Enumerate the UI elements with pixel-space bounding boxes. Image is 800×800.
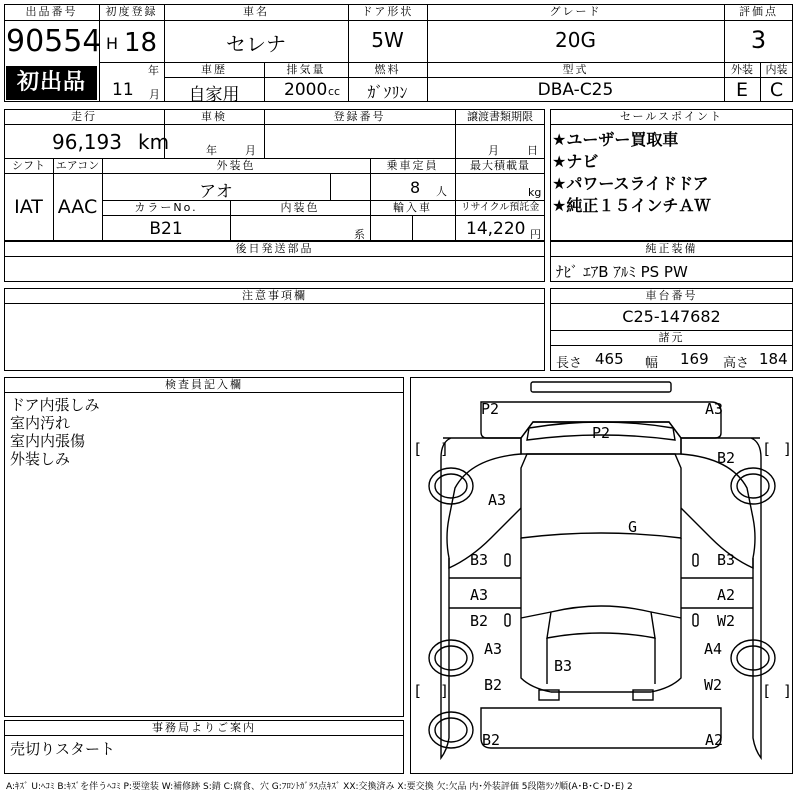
door-type-label: ドア形状	[361, 5, 414, 18]
later-parts-label: 後日発送部品	[235, 242, 314, 255]
air-conditioner-label: エアコン	[55, 159, 100, 172]
exterior-color-label: 外装色	[216, 159, 256, 172]
lot-number-label: 出品番号	[25, 5, 78, 18]
sales-point-3: ★パワースライドドア	[552, 174, 709, 193]
height-label: 高さ	[723, 356, 750, 371]
capacity: 8	[410, 178, 421, 197]
damage-mark: W2	[704, 676, 723, 694]
fuel-label: 燃料	[374, 63, 401, 76]
color-number: B21	[149, 219, 183, 239]
capacity-unit: 人	[436, 185, 447, 198]
equipment: ﾅﾋﾞ ｴｱB ｱﾙﾐ PS PW	[556, 263, 688, 281]
bracket: [	[413, 440, 423, 458]
damage-mark: A2	[717, 586, 736, 604]
first-listing-badge: 初出品	[6, 66, 97, 100]
color-number-label: カラーNo.	[134, 201, 198, 214]
air-conditioner: AAC	[57, 196, 98, 218]
grade-label: グレード	[549, 5, 602, 18]
exterior-grade-label: 外装	[731, 63, 753, 76]
capacity-label: 乗車定員	[386, 159, 439, 172]
vehicle-history: 自家用	[188, 85, 240, 105]
bracket: ]	[440, 440, 450, 458]
legend: A:ｷｽﾞ U:ﾍｺﾐ B:ｷｽﾞを伴うﾍｺﾐ P:要塗装 W:補修跡 S:錆 C:腐食、穴 G:ﾌﾛﾝﾄｶﾞﾗｽ点ｷｽﾞ XX:交換済み X:要交換 欠:欠品 内･外装評価 5段階ﾗﾝｸ順(A･B･C･D･E) 2	[6, 782, 633, 792]
chassis-number-label: 車台番号	[645, 289, 698, 302]
length: 465	[595, 350, 624, 368]
lot-number: 90554	[6, 24, 102, 59]
damage-mark: A2	[705, 731, 724, 749]
car-name-label: 車名	[243, 5, 269, 18]
interior-color-unit: 系	[354, 228, 365, 241]
registration-year: 18	[124, 28, 158, 58]
mileage-label: 走行	[71, 110, 97, 123]
inspector-remark-4: 外装しみ	[10, 450, 71, 468]
office-label: 事務局よりご案内	[152, 721, 256, 734]
sales-point-1: ★ユーザー買取車	[552, 130, 679, 149]
load-unit: kg	[528, 186, 542, 199]
length-label: 長さ	[556, 356, 583, 371]
sales-point-2: ★ナビ	[552, 152, 599, 171]
registration-month: 11	[112, 80, 134, 100]
bracket: ]	[440, 682, 450, 700]
inspector-remark-2: 室内汚れ	[10, 414, 71, 432]
exterior-grade: E	[735, 79, 748, 101]
shift-label: シフト	[12, 159, 45, 172]
notes-label: 注意事項欄	[242, 289, 307, 302]
damage-mark: A3	[470, 586, 489, 604]
damage-mark: P2	[592, 424, 611, 442]
damage-mark: B2	[484, 676, 503, 694]
shift: IAT	[14, 196, 43, 218]
transfer-day-unit: 日	[527, 144, 538, 157]
model-label: 型式	[562, 63, 589, 76]
month-unit: 月	[149, 88, 160, 101]
year-unit: 年	[148, 64, 159, 77]
damage-mark: B3	[470, 551, 489, 569]
model-code: DBA-C25	[537, 80, 614, 100]
registration-number-label: 登録番号	[333, 110, 386, 123]
car-name: セレナ	[226, 32, 286, 56]
inspection-year-unit: 年	[206, 144, 217, 157]
inspection-label: 車検	[201, 110, 227, 123]
bracket: [	[762, 682, 772, 700]
mileage: 96,193	[52, 130, 122, 154]
history-label: 車歴	[201, 63, 227, 76]
sales-point-4: ★純正１５インチＡＷ	[552, 196, 711, 215]
door-type: 5W	[371, 28, 404, 52]
grade: 20G	[555, 28, 596, 52]
displacement-label: 排気量	[286, 63, 326, 76]
max-load-label: 最大積載量	[470, 159, 530, 172]
damage-mark: B2	[717, 449, 736, 467]
exterior-color: アオ	[199, 182, 233, 202]
interior-grade-label: 内装	[765, 63, 788, 76]
recycle-fee-unit: 円	[530, 228, 541, 241]
first-registration-label: 初度登録	[105, 5, 158, 18]
mileage-unit: km	[138, 130, 170, 154]
width-label: 幅	[645, 356, 659, 371]
damage-mark: A3	[705, 400, 724, 418]
transfer-deadline-label: 譲渡書類期限	[467, 110, 533, 123]
damage-mark: A3	[484, 640, 503, 658]
equipment-label: 純正装備	[645, 242, 698, 255]
height: 184	[759, 350, 788, 368]
details-section	[4, 109, 545, 241]
inspector-remark-1: ドア内張しみ	[10, 396, 100, 414]
bracket: ]	[783, 440, 793, 458]
damage-mark: A4	[704, 640, 723, 658]
transfer-month-unit: 月	[488, 144, 499, 157]
damage-mark: P2	[481, 400, 500, 418]
sales-points-label: セールスポイント	[619, 110, 723, 123]
damage-mark: G	[628, 518, 638, 536]
recycle-fee-label: リサイクル預託金	[460, 202, 540, 213]
damage-mark: A3	[488, 491, 507, 509]
bracket: [	[762, 440, 772, 458]
fuel: ｶﾞｿﾘﾝ	[367, 83, 408, 102]
inspector-label: 検査員記入欄	[165, 378, 243, 391]
displacement: 2000	[284, 80, 328, 100]
recycle-fee: 14,220	[466, 219, 526, 239]
inspection-month-unit: 月	[245, 144, 256, 157]
score-label: 評価点	[739, 5, 778, 18]
office-message: 売切りスタート	[10, 740, 116, 758]
interior-color-label: 内装色	[280, 201, 320, 214]
inspector-remark-3: 室内内張傷	[10, 432, 86, 450]
era: H	[106, 34, 119, 53]
displacement-unit: cc	[328, 85, 341, 98]
damage-mark: B3	[554, 657, 573, 675]
interior-grade: C	[769, 79, 784, 101]
chassis-number: C25-147682	[622, 307, 721, 326]
damage-mark: B3	[717, 551, 736, 569]
import-label: 輸入車	[393, 201, 432, 214]
damage-mark: B2	[470, 612, 489, 630]
dimensions-label: 諸元	[658, 331, 685, 344]
damage-mark: W2	[717, 612, 736, 630]
damage-mark: B2	[482, 731, 501, 749]
bracket: ]	[783, 682, 793, 700]
width: 169	[680, 350, 709, 368]
bracket: [	[413, 682, 423, 700]
score: 3	[750, 26, 767, 54]
